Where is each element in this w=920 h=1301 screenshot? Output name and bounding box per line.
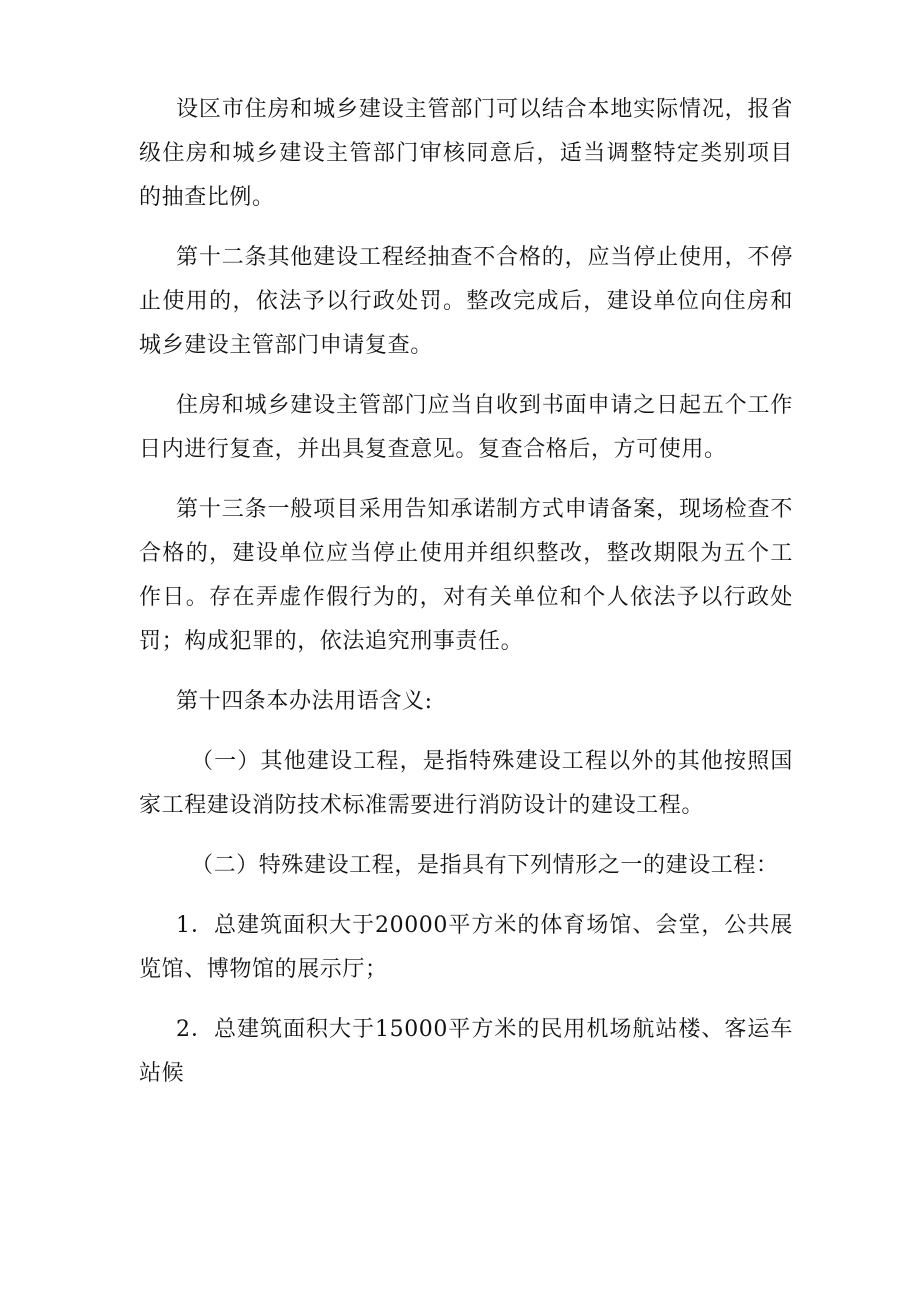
paragraph-city-adjustment: 设区市住房和城乡建设主管部门可以结合本地实际情况，报省级住房和城乡建设主管部门审核同意后，适当调整特定类别项目的抽查比例。: [139, 97, 793, 210]
paragraph-list-item-1: 1．总建筑面积大于20000平方米的体育场馆、会堂，公共展览馆、博物馆的展示厅；: [139, 913, 793, 982]
paragraph-definition-2: （二）特殊建设工程，是指具有下列情形之一的建设工程：: [191, 853, 779, 878]
paragraph-article-12: 第十二条其他建设工程经抽查不合格的，应当停止使用，不停止使用的，依法予以行政处罚。整改完成后，建设单位向住房和城乡建设主管部门申请复查。: [139, 245, 793, 358]
paragraph-list-item-2: 2．总建筑面积大于15000平方米的民用机场航站楼、客运车站候: [139, 1017, 793, 1086]
paragraph-article-14: 第十四条本办法用语含义:: [176, 689, 433, 714]
document-page: [139, 88, 793, 1112]
paragraph-article-13: 第十三条一般项目采用告知承诺制方式申请备案，现场检查不合格的，建设单位应当停止使用并组织整改，整改期限为五个工作日。存在弄虚作假行为的，对有关单位和个人依法予以行政处罚；构成犯罪的，依法追究刑事责任。: [139, 497, 793, 654]
paragraph-definition-1: （一）其他建设工程，是指特殊建设工程以外的其他按照国家工程建设消防技术标准需要进行消防设计的建设工程。: [139, 749, 793, 818]
paragraph-review-deadline: 住房和城乡建设主管部门应当自收到书面申请之日起五个工作日内进行复查，并出具复查意见。复查合格后，方可使用。: [139, 393, 793, 462]
